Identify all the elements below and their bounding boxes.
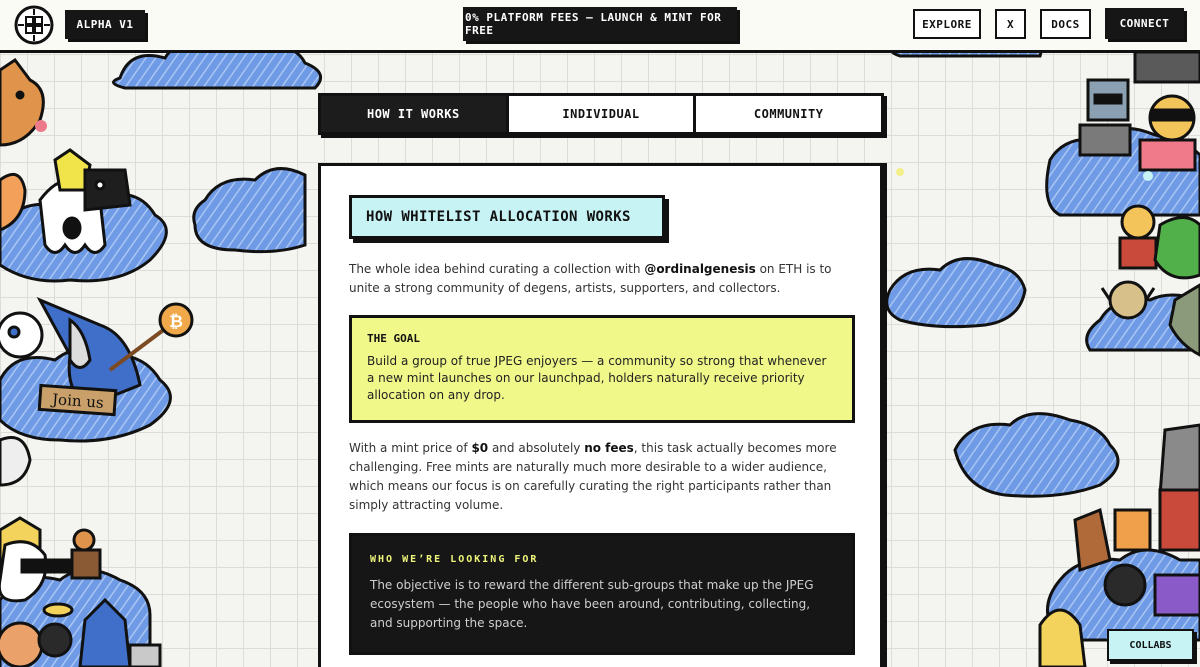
explore-button[interactable]: EXPLORE xyxy=(913,9,981,39)
section-tabs xyxy=(318,93,884,135)
docs-button[interactable]: DOCS xyxy=(1040,9,1091,39)
tab-community[interactable]: COMMUNITY xyxy=(693,96,881,132)
mint-price: $0 xyxy=(471,441,489,455)
x-link-button[interactable]: X xyxy=(995,9,1026,39)
cyan-dot xyxy=(1143,171,1153,181)
card-title: HOW WHITELIST ALLOCATION WORKS xyxy=(349,195,665,239)
platform-fees-banner: 0% PLATFORM FEES — LAUNCH & MINT FOR FREE xyxy=(463,7,737,41)
goal-text: Build a group of true JPEG enjoyers — a community so strong that whenever a new mint launches on our launchpad, holders naturally receive priority allocation on any drop. xyxy=(367,354,827,402)
logo-icon[interactable] xyxy=(14,5,54,45)
svg-text:Join us: Join us xyxy=(51,390,105,412)
content-card xyxy=(318,163,883,667)
mint-paragraph: With a mint price of $0 and absolutely no fees, this task actually becomes more challenging. Free mints are naturally much more desirable to a wider audience, which means our focus is on carefully curating the right participants rather than simply attracting volume. xyxy=(349,441,837,512)
character-bunny xyxy=(0,438,30,486)
tab-individual[interactable]: INDIVIDUAL xyxy=(506,96,694,132)
goal-callout xyxy=(349,315,855,423)
cloud-right-3 xyxy=(955,414,1118,497)
tab-how-it-works[interactable]: HOW IT WORKS xyxy=(321,96,506,132)
collabs-button[interactable]: COLLABS xyxy=(1107,629,1194,661)
version-badge: ALPHA V1 xyxy=(65,10,145,39)
looking-for-heading: WHO WE’RE LOOKING FOR xyxy=(370,554,539,565)
looking-for-text: The objective is to reward the different sub-groups that make up the JPEG ecosystem — the people who have been around, contributing, collecting, and supporting the space. xyxy=(370,578,814,630)
character-shiba xyxy=(0,60,43,145)
character-knight xyxy=(1080,80,1130,155)
coin-bitcoin xyxy=(160,304,192,336)
character-monitor xyxy=(1135,52,1200,82)
sign-join-us xyxy=(39,385,115,414)
intro-paragraph: The whole idea behind curating a collection with @ordinalgenesis on ETH is to unite a strong community of degens, artists, supporters, and collectors. xyxy=(349,262,832,295)
no-fees: no fees xyxy=(584,441,634,455)
top-bar xyxy=(0,0,1200,53)
handle-mention: @ordinalgenesis xyxy=(644,262,756,276)
yellow-dot xyxy=(896,168,904,176)
pink-dot xyxy=(35,120,47,132)
character-penguin xyxy=(85,170,130,210)
looking-for-callout xyxy=(349,533,855,655)
connect-button[interactable]: CONNECT xyxy=(1105,8,1184,39)
cloud-left-mid xyxy=(194,169,305,252)
goal-heading: THE GOAL xyxy=(367,332,420,345)
svg-text:₿: ₿ xyxy=(169,312,183,332)
cloud-right-2 xyxy=(887,259,1025,327)
